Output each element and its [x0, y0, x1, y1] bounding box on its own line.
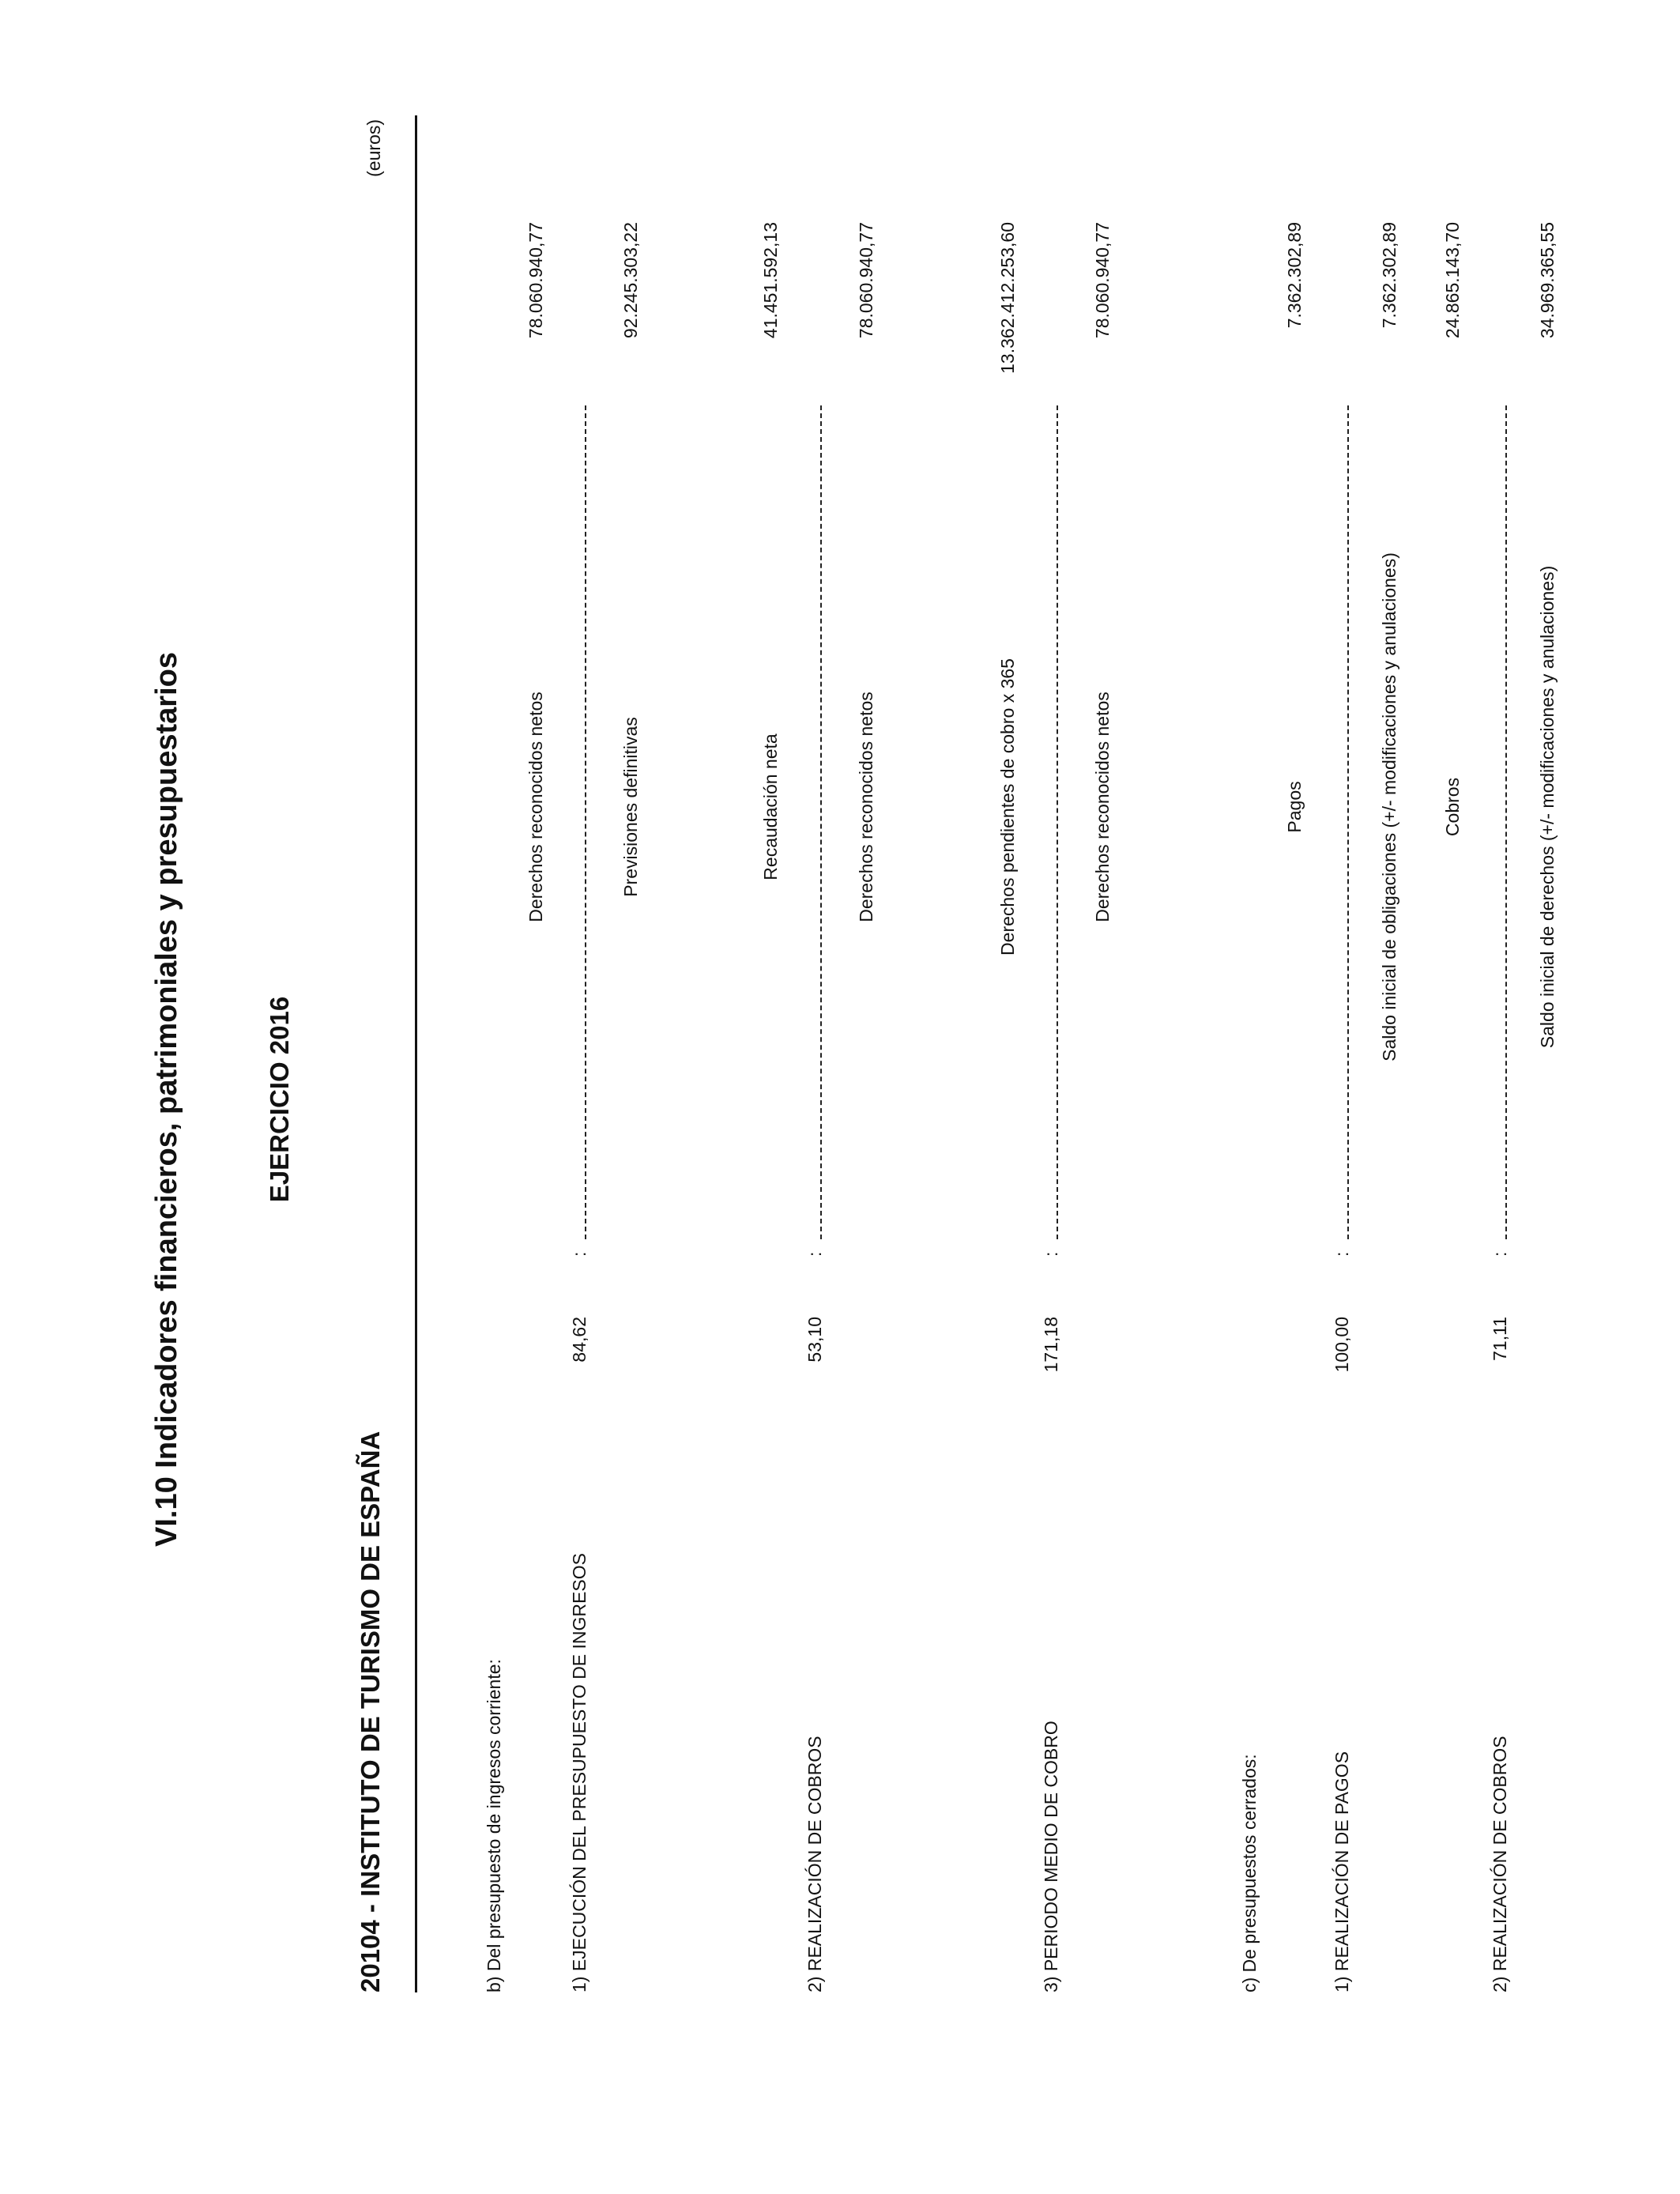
- section-c-heading: c) De presupuestos cerrados:: [1239, 1754, 1260, 1992]
- fraction-line: [820, 405, 822, 1239]
- numerator-label: Pagos: [1284, 781, 1305, 833]
- denominator-value: 92.245.303,22: [620, 222, 641, 339]
- numerator-label: Derechos pendientes de cobro x 365: [997, 658, 1018, 956]
- indicator-separator: :: [804, 1251, 825, 1257]
- fraction-line: [1057, 405, 1058, 1239]
- indicator-value: 84,62: [569, 1317, 590, 1363]
- denominator-value: 7.362.302,89: [1379, 222, 1399, 329]
- indicator-label: 3) PERIODO MEDIO DE COBRO: [1041, 1721, 1061, 1992]
- denominator-value: 34.969.365,55: [1537, 222, 1558, 339]
- indicator-separator: :: [1332, 1251, 1352, 1257]
- ejercicio-heading: EJERCICIO 2016: [265, 996, 294, 1203]
- indicator-label: 1) EJECUCIÓN DEL PRESUPUESTO DE INGRESOS: [569, 1553, 590, 1992]
- page-title: VI.10 Indicadores financieros, patrimoniales y presupuestarios: [150, 652, 183, 1547]
- currency-note: (euros): [363, 119, 384, 177]
- numerator-value: 41.451.592,13: [760, 222, 781, 339]
- fraction-line: [585, 405, 586, 1239]
- indicator-separator: :: [569, 1251, 590, 1257]
- numerator-value: 78.060.940,77: [525, 222, 546, 339]
- indicator-value: 53,10: [804, 1317, 825, 1363]
- numerator-label: Derechos reconocidos netos: [525, 692, 546, 922]
- denominator-value: 78.060.940,77: [856, 222, 876, 339]
- indicator-label: 2) REALIZACIÓN DE COBROS: [804, 1736, 825, 1992]
- indicator-label: 2) REALIZACIÓN DE COBROS: [1490, 1736, 1510, 1992]
- denominator-label: Derechos reconocidos netos: [856, 692, 876, 922]
- numerator-label: Cobros: [1442, 777, 1463, 837]
- numerator-value: 7.362.302,89: [1284, 222, 1305, 329]
- indicator-value: 100,00: [1332, 1317, 1352, 1373]
- header-rule: [415, 115, 417, 1992]
- numerator-value: 13.362.412.253,60: [997, 222, 1018, 374]
- denominator-label: Saldo inicial de derechos (+/- modificaciones y anulaciones): [1537, 565, 1558, 1049]
- numerator-value: 24.865.143,70: [1442, 222, 1463, 339]
- denominator-label: Derechos reconocidos netos: [1092, 692, 1113, 922]
- indicator-value: 171,18: [1041, 1317, 1061, 1373]
- indicator-label: 1) REALIZACIÓN DE PAGOS: [1332, 1751, 1352, 1992]
- denominator-label: Previsiones definitivas: [620, 717, 641, 897]
- fraction-line: [1347, 405, 1349, 1239]
- fraction-line: [1505, 405, 1507, 1239]
- section-b-heading: b) Del presupuesto de ingresos corriente:: [484, 1659, 504, 1992]
- indicator-value: 71,11: [1490, 1317, 1510, 1361]
- indicator-separator: :: [1041, 1251, 1061, 1257]
- denominator-label: Saldo inicial de obligaciones (+/- modificaciones y anulaciones): [1379, 552, 1399, 1061]
- numerator-label: Recaudación neta: [760, 733, 781, 880]
- denominator-value: 78.060.940,77: [1092, 222, 1113, 339]
- entity-heading: 20104 - INSTITUTO DE TURISMO DE ESPAÑA: [356, 1431, 385, 1992]
- indicator-separator: :: [1490, 1251, 1510, 1257]
